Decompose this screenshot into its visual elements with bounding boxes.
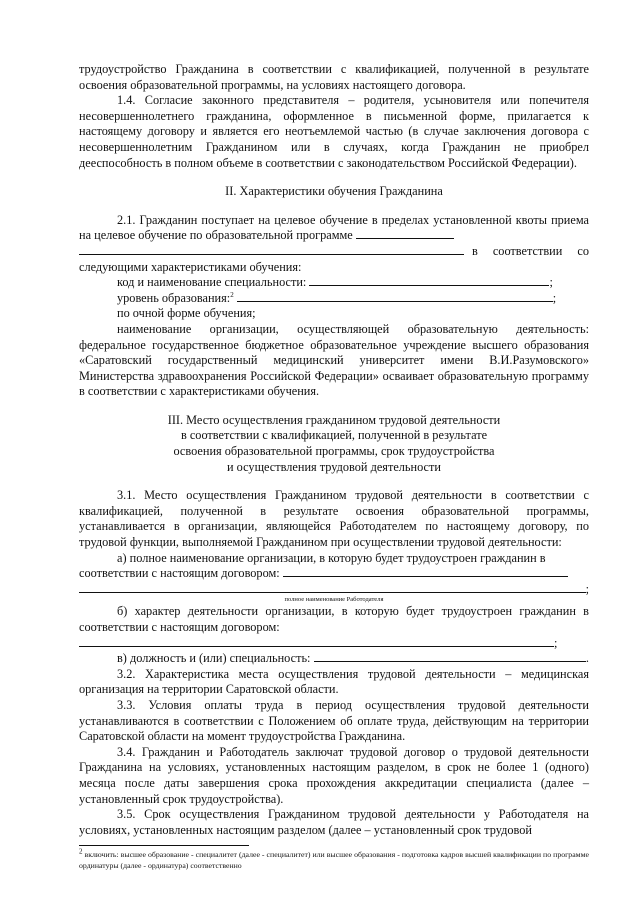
item-b: б) характер деятельности организации, в которую будет трудоустроен гражданин в соответствии с настоящим договором: bbox=[79, 604, 589, 634]
paragraph-3-2: 3.2. Характеристика места осуществления трудовой деятельности – медицинская организация на территории Саратовской области. bbox=[79, 666, 589, 697]
employer-name-blank-2[interactable] bbox=[79, 582, 586, 593]
footnote-ref: 2 bbox=[230, 290, 234, 299]
program-blank[interactable] bbox=[356, 228, 454, 239]
activity-blank[interactable] bbox=[79, 636, 554, 647]
item-a-line1: а) полное наименование организации, в которую будет трудоустроен гражданин в bbox=[117, 550, 546, 565]
paragraph-continuation: трудоустройство Гражданина в соответствии с квалификацией, полученной в результате освоения образовательной программы, на условиях настоящего договора. bbox=[79, 62, 589, 92]
item-b-line bbox=[79, 636, 589, 652]
specialty-code-blank[interactable] bbox=[309, 275, 549, 286]
footnote bbox=[79, 849, 589, 871]
period: . bbox=[585, 651, 589, 666]
program-name-blank[interactable] bbox=[79, 244, 464, 255]
document-body bbox=[79, 62, 589, 838]
level-line bbox=[79, 291, 589, 307]
semicolon: ; bbox=[552, 290, 557, 305]
employer-name-blank[interactable] bbox=[283, 566, 568, 577]
section-heading-3-line1: III. Место осуществления гражданином трудовой деятельности bbox=[167, 412, 501, 427]
level-label: уровень образования: bbox=[117, 290, 231, 305]
semicolon: ; bbox=[554, 635, 558, 650]
footnote-divider bbox=[79, 845, 249, 846]
paragraph-3-5: 3.5. Срок осуществления Гражданином трудовой деятельности у Работодателя на условиях, установленных настоящим разделом (далее – установленный срок трудовой bbox=[79, 807, 589, 837]
organization-paragraph: наименование организации, осуществляющей образовательную деятельность: федеральное государственное бюджетное образовательное учреждение высшего образования «Саратовский государственный медицинский университет имени В.И.Разумовского» Министерства здравоохранения Российской Федерации» осваивает образовательную программу в соответствии с характеристиками обучения. bbox=[79, 321, 589, 399]
item-v-label: в) должность и (или) специальность: bbox=[117, 651, 311, 666]
semicolon: ; bbox=[585, 581, 589, 596]
semicolon: ; bbox=[549, 275, 553, 290]
code-label: код и наименование специальности: bbox=[117, 275, 307, 290]
position-blank[interactable] bbox=[314, 651, 586, 662]
item-v-line bbox=[79, 651, 589, 667]
paragraph-3-4: 3.4. Гражданин и Работодатель заключат трудовой договор о трудовой деятельности Гражданина на условиях, установленных настоящим разделом, в срок не более 1 (одного) месяца после даты завершения срока прохождения аккредитации специалиста (далее – установленный срок трудоустройства). bbox=[79, 744, 589, 806]
paragraph-2-1 bbox=[79, 213, 589, 244]
footnote-number: 2 bbox=[79, 847, 83, 856]
characteristics-intro: следующими характеристиками обучения: bbox=[79, 259, 302, 274]
section-heading-3-line3: освоения образовательной программы, срок трудоустройства bbox=[173, 444, 495, 459]
accordance-text: в соответствии со bbox=[471, 243, 589, 258]
paragraph-2-1-line2 bbox=[79, 244, 589, 260]
code-line bbox=[79, 275, 589, 291]
item-a-label: соответствии с настоящим договором: bbox=[79, 566, 280, 581]
section-heading-3-line4: и осуществления трудовой деятельности bbox=[227, 459, 441, 474]
section-heading-3-line2: в соответствии с квалификацией, полученной в результате bbox=[180, 428, 488, 443]
item-a-line2 bbox=[79, 566, 589, 582]
paragraph-2-1-text: 2.1. Гражданин поступает на целевое обучение в пределах установленной квоты приема на целевое обучение по образовательной программе bbox=[79, 212, 589, 243]
section-heading-2: II. Характеристики обучения Гражданина bbox=[225, 184, 443, 199]
footnote-text: включить: высшее образование - специалитет (далее - специалитет) или высшее образования - подготовка кадров высшей квалификации по программе ординатуры (далее - ординатура) соответственно bbox=[79, 850, 589, 870]
form-line: по очной форме обучения; bbox=[117, 306, 256, 321]
paragraph-1-4: 1.4. Согласие законного представителя – родителя, усыновителя или попечителя несовершеннолетнего гражданина, оформленное в письменной форме, прилагается к настоящему договору и является его неотъемлемой частью (в случае заключения договора с несовершеннолетним Гражданином или в случаях, когда Гражданин не приобрел дееспособность в полном объеме в соответствии с законодательством Российской Федерации). bbox=[79, 93, 589, 170]
paragraph-3-3: 3.3. Условия оплаты труда в период осуществления трудовой деятельности устанавливаются в соответствии с Положением об оплате труда, действующим на территории Саратовской области на момент трудоустройства Гражданина. bbox=[79, 697, 589, 744]
education-level-blank[interactable] bbox=[237, 291, 553, 302]
paragraph-3-1: 3.1. Место осуществления Гражданином трудовой деятельности в соответствии с квалификацией, полученной в результате освоения образовательной программы, устанавливается в организации, являющейся Работодателем по настоящему договору, по трудовой функции, выполняемой Гражданином при осуществлении трудовой деятельности: bbox=[79, 488, 589, 550]
employer-caption: полное наименование Работодателя bbox=[284, 596, 384, 604]
